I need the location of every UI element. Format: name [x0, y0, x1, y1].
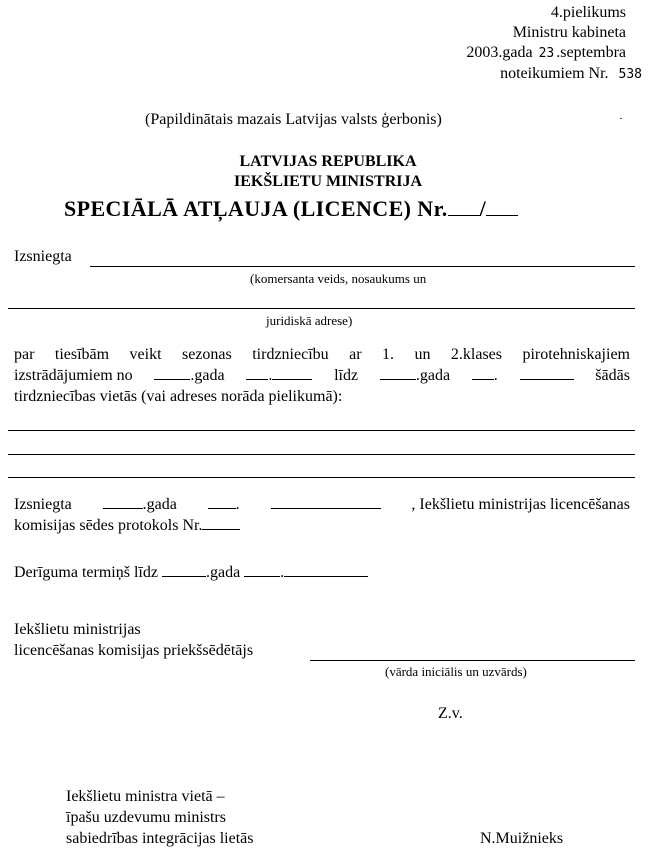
issued-year-field	[103, 496, 177, 514]
validity-year-suffix: .gada	[205, 564, 241, 581]
places-line-3	[8, 477, 635, 478]
protocol-number-blank	[202, 528, 240, 530]
issued-year-blank	[103, 507, 143, 509]
issued-to-line	[90, 266, 635, 267]
until-month-blank	[520, 378, 574, 380]
validity-year-blank	[162, 575, 206, 577]
issued-day-blank	[208, 507, 236, 509]
annex-line-2: Ministru kabineta	[512, 24, 626, 41]
until-year-suffix: .gada	[415, 367, 451, 384]
annex-line-4	[500, 65, 642, 83]
chair-line-1: Iekšlietu ministrijas	[14, 621, 141, 638]
licence-number-blank	[448, 214, 480, 216]
signatory-line-1: Iekšlietu ministra vietā –	[66, 788, 225, 805]
chair-line-2: licencēšanas komisijas priekšsēdētājs	[14, 642, 254, 659]
from-date-field	[154, 367, 224, 385]
places-line-1	[8, 430, 635, 431]
from-day-dot: .	[268, 367, 273, 384]
ministry-heading: IEKŠLIETU MINISTRIJA	[233, 173, 423, 190]
stray-mark	[620, 118, 622, 119]
licence-title-slash: /	[479, 196, 487, 221]
from-year-blank	[154, 378, 190, 380]
from-month-blank	[272, 378, 312, 380]
annex-month: .septembra	[556, 44, 626, 61]
until-year-blank	[380, 378, 416, 380]
validity-day-blank	[244, 575, 280, 577]
protocol-label: komisijas sēdes protokols Nr.	[14, 517, 203, 534]
licence-year-blank	[486, 214, 518, 216]
licence-title-text: SPECIĀLĀ ATĻAUJA (LICENCE) Nr.	[64, 196, 448, 221]
body-until-text: līdz	[334, 367, 359, 384]
annex-number: 538	[618, 67, 642, 82]
until-day-dot: .	[493, 367, 498, 384]
validity-month-blank	[284, 575, 368, 577]
until-day-field	[472, 367, 498, 385]
body-line-2	[14, 367, 630, 385]
validity-label: Derīguma termiņš līdz	[14, 564, 158, 581]
body-line-1: par tiesībām veikt sezonas tirdzniecību ar 1. un 2.klases pirotehniskajiem	[14, 346, 630, 363]
issued-to-caption-2: juridiskā adrese)	[266, 313, 353, 328]
from-day-blank	[246, 378, 268, 380]
issued-month-blank	[271, 507, 381, 509]
annex-day: 23	[538, 46, 555, 61]
annex-year: 2003.gada	[466, 44, 533, 61]
body-from-text: izstrādājumiem no	[14, 367, 133, 384]
from-day-field	[246, 367, 312, 385]
chair-signature-line	[310, 660, 635, 661]
signatory-name: N.Muižnieks	[480, 830, 564, 847]
licence-title	[64, 196, 518, 222]
places-line-2	[8, 454, 635, 455]
annex-line-3	[466, 44, 626, 62]
issued-date-committee: , Iekšlietu ministrijas licencēšanas	[411, 496, 630, 513]
validity-day-dot: .	[280, 564, 285, 581]
seal-mark: Z.v.	[438, 705, 463, 722]
until-day-blank	[472, 378, 494, 380]
validity-line	[14, 564, 368, 582]
address-line	[8, 308, 635, 309]
coat-of-arms-caption: (Papildinātais mazais Latvijas valsts ģerbonis)	[145, 111, 442, 128]
republic-heading: LATVIJAS REPUBLIKA	[239, 153, 417, 170]
issued-day-field	[208, 496, 240, 514]
issued-date-label: Izsniegta	[14, 496, 72, 513]
protocol-line	[14, 517, 240, 535]
body-places-text: šādās	[595, 367, 630, 384]
issued-day-dot: .	[235, 496, 240, 513]
issued-to-caption-1: (komersanta veids, nosaukums un	[250, 271, 427, 286]
signatory-line-3: sabiedrības integrācijas lietās	[66, 830, 254, 847]
annex-regulation: noteikumiem Nr.	[500, 65, 609, 82]
chair-caption: (vārda iniciālis un uzvārds)	[385, 664, 527, 679]
issued-year-suffix: .gada	[142, 496, 177, 513]
issued-date-line	[14, 496, 630, 514]
until-date-field	[380, 367, 450, 385]
signatory-line-2: īpašu uzdevumu ministrs	[66, 809, 226, 826]
from-year-suffix: .gada	[190, 367, 225, 384]
issued-to-label: Izsniegta	[14, 248, 72, 265]
annex-line-1: 4.pielikums	[550, 4, 626, 21]
body-line-3: tirdzniecības vietās (vai adreses norāda pielikumā):	[14, 388, 343, 405]
